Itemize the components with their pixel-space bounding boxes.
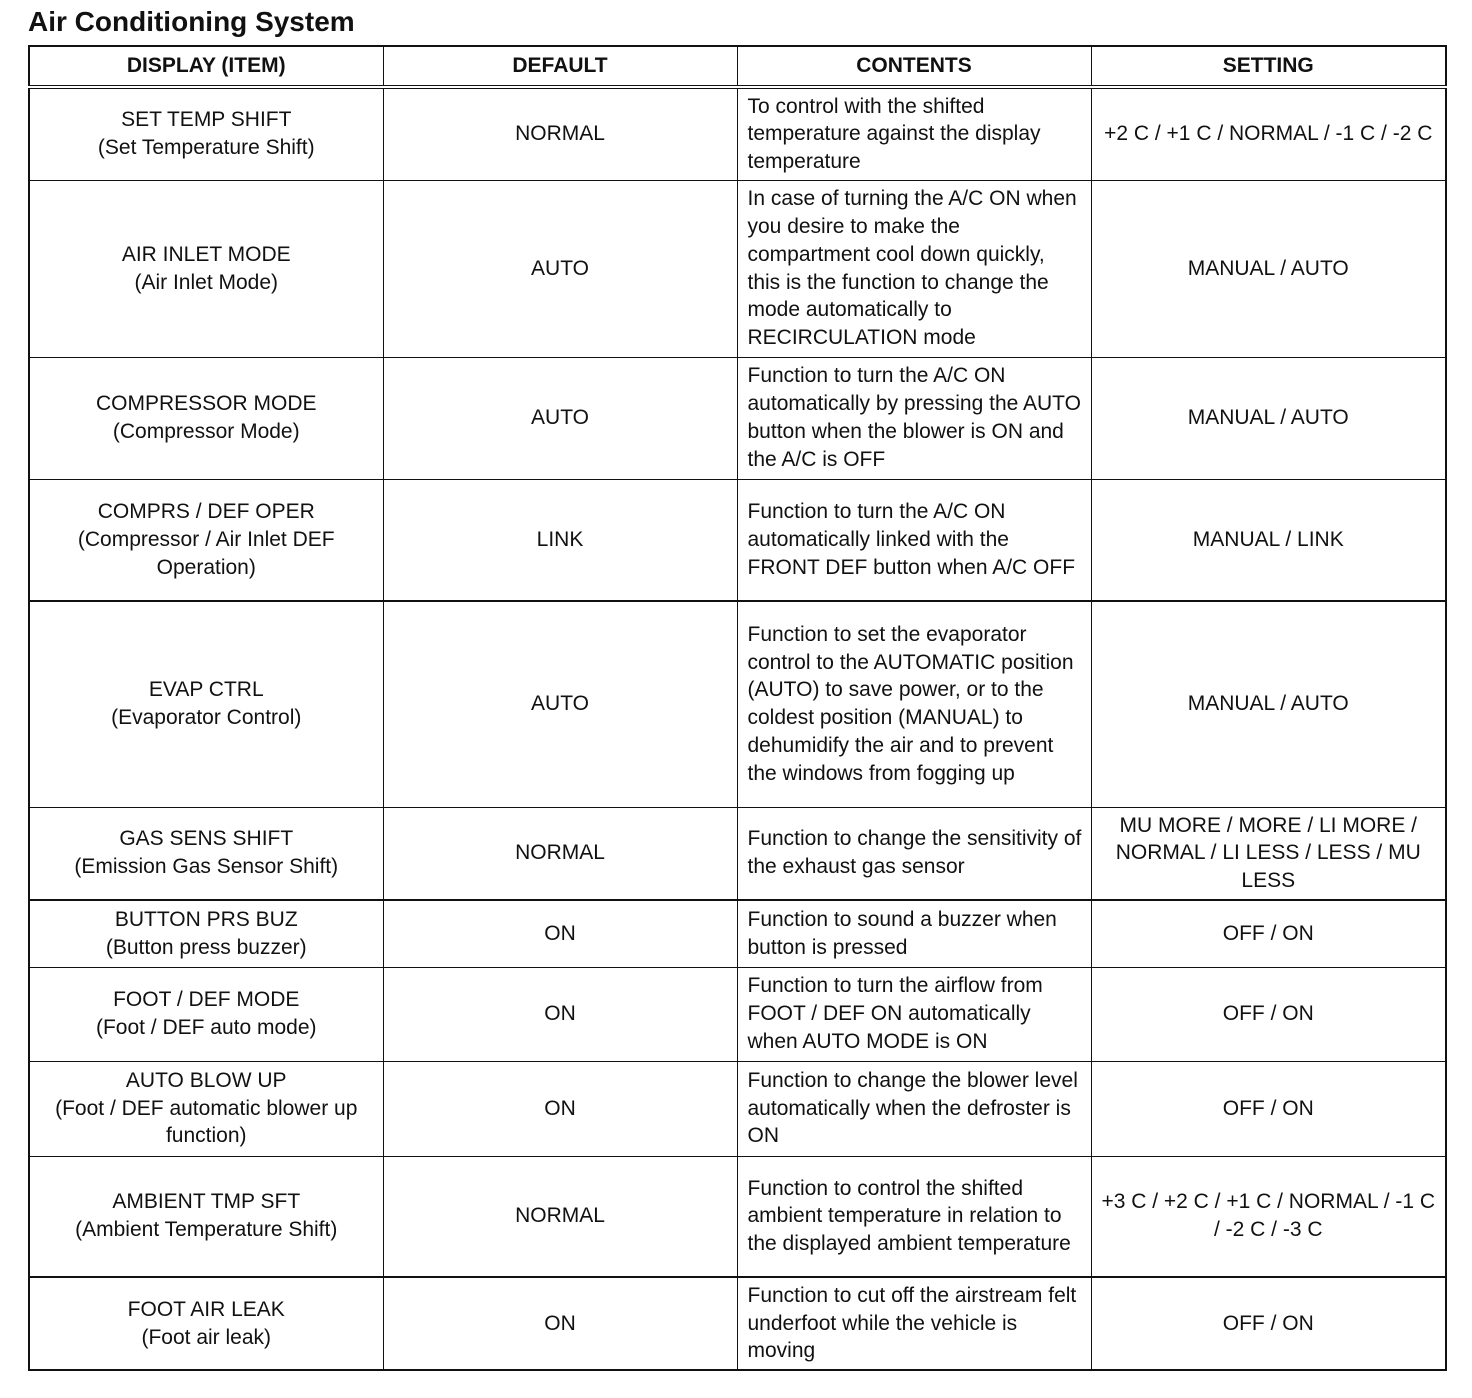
contents-cell: Function to turn the airflow from FOOT / DEF ON automatically when AUTO MODE is ON <box>737 967 1091 1061</box>
page-title: Air Conditioning System <box>28 6 355 37</box>
table-row <box>29 967 1446 1061</box>
setting-cell: OFF / ON <box>1091 1061 1446 1156</box>
table-row <box>29 1277 1446 1370</box>
display-cell <box>29 967 383 1061</box>
default-cell: ON <box>383 967 737 1061</box>
contents-cell: Function to turn the A/C ON automatically by pressing the AUTO button when the blower is ON and the A/C is OFF <box>737 357 1091 479</box>
default-cell: AUTO <box>383 601 737 807</box>
display-item-description: (Compressor Mode) <box>112 420 300 443</box>
contents-cell: Function to change the blower level automatically when the defroster is ON <box>737 1061 1091 1156</box>
column-header-setting: SETTING <box>1091 46 1446 87</box>
default-cell: ON <box>383 1277 737 1370</box>
display-cell <box>29 900 383 967</box>
display-item: COMPRESSOR MODE <box>95 392 317 416</box>
display-item: AIR INLET MODE <box>121 242 291 266</box>
default-cell: LINK <box>383 479 737 601</box>
display-item-description: (Foot / DEF auto mode) <box>95 1016 317 1039</box>
display-item-description: (Compressor / Air Inlet DEF Operation) <box>77 527 335 579</box>
settings-table <box>28 45 1447 1371</box>
contents-cell: In case of turning the A/C ON when you desire to make the compartment cool down quickly, this is the function to change the mode automatically to RECIRCULATION mode <box>737 180 1091 357</box>
contents-cell: Function to sound a buzzer when button is pressed <box>737 900 1091 967</box>
setting-cell: OFF / ON <box>1091 1277 1446 1370</box>
setting-cell: MANUAL / LINK <box>1091 479 1446 601</box>
display-item-description: (Emission Gas Sensor Shift) <box>74 855 339 879</box>
contents-cell: Function to control the shifted ambient temperature in relation to the displayed ambient temperature <box>737 1156 1091 1277</box>
display-item-description: (Button press buzzer) <box>105 935 307 959</box>
column-header-default: DEFAULT <box>383 46 737 87</box>
default-cell: NORMAL <box>383 87 737 180</box>
display-item-description: (Evaporator Control) <box>111 706 302 730</box>
setting-cell: MANUAL / AUTO <box>1091 357 1446 479</box>
display-cell <box>29 1277 383 1370</box>
column-header-display: DISPLAY (ITEM) <box>29 46 383 87</box>
setting-cell: MANUAL / AUTO <box>1091 180 1446 357</box>
display-item-description: (Foot air leak) <box>141 1325 272 1349</box>
default-cell: AUTO <box>383 180 737 357</box>
display-item: COMPRS / DEF OPER <box>97 500 315 524</box>
display-item: AMBIENT TMP SFT <box>112 1190 301 1214</box>
display-item: AUTO BLOW UP <box>125 1068 287 1092</box>
display-item-description: (Air Inlet Mode) <box>134 270 279 294</box>
display-item-description: (Foot / DEF automatic blower up function) <box>55 1096 358 1148</box>
default-cell: ON <box>383 900 737 967</box>
setting-cell: +3 C / +2 C / +1 C / NORMAL / -1 C / -2 C / -3 C <box>1091 1156 1446 1277</box>
setting-cell: +2 C / +1 C / NORMAL / -1 C / -2 C <box>1091 87 1446 180</box>
table-row <box>29 1061 1446 1156</box>
table-row <box>29 601 1446 807</box>
table-row <box>29 1156 1446 1277</box>
setting-cell: MANUAL / AUTO <box>1091 601 1446 807</box>
display-cell <box>29 807 383 900</box>
table-header-row <box>29 46 1446 87</box>
contents-cell: To control with the shifted temperature against the display temperature <box>737 87 1091 180</box>
display-item: FOOT AIR LEAK <box>127 1297 285 1321</box>
display-cell <box>29 1156 383 1277</box>
table-row <box>29 479 1446 601</box>
contents-cell: Function to cut off the airstream felt underfoot while the vehicle is moving <box>737 1277 1091 1370</box>
table-row <box>29 807 1446 900</box>
setting-cell: OFF / ON <box>1091 900 1446 967</box>
table-row <box>29 900 1446 967</box>
contents-cell: Function to change the sensitivity of the exhaust gas sensor <box>737 807 1091 900</box>
default-cell: NORMAL <box>383 1156 737 1277</box>
display-item-description: (Set Temperature Shift) <box>97 136 315 160</box>
default-cell: NORMAL <box>383 807 737 900</box>
display-item: EVAP CTRL <box>148 678 264 702</box>
table-row <box>29 180 1446 357</box>
display-cell <box>29 357 383 479</box>
display-cell <box>29 1061 383 1156</box>
table-row <box>29 357 1446 479</box>
display-item: FOOT / DEF MODE <box>113 988 300 1012</box>
setting-cell: MU MORE / MORE / LI MORE / NORMAL / LI LESS / LESS / MU LESS <box>1091 807 1446 900</box>
setting-cell: OFF / ON <box>1091 967 1446 1061</box>
contents-cell: Function to set the evaporator control to the AUTOMATIC position (AUTO) to save power, or to the coldest position (MANUAL) to dehumidify the air and to prevent the windows from fogging up <box>737 601 1091 807</box>
display-cell <box>29 601 383 807</box>
display-item: BUTTON PRS BUZ <box>114 907 298 931</box>
contents-cell: Function to turn the A/C ON automatically linked with the FRONT DEF button when A/C OFF <box>737 479 1091 601</box>
display-item: GAS SENS SHIFT <box>119 827 294 851</box>
display-cell <box>29 479 383 601</box>
display-item-description: (Ambient Temperature Shift) <box>75 1218 338 1242</box>
display-cell <box>29 180 383 357</box>
column-header-contents: CONTENTS <box>737 46 1091 87</box>
display-cell <box>29 87 383 180</box>
table-row <box>29 87 1446 180</box>
default-cell: ON <box>383 1061 737 1156</box>
display-item: SET TEMP SHIFT <box>121 108 292 132</box>
default-cell: AUTO <box>383 357 737 479</box>
